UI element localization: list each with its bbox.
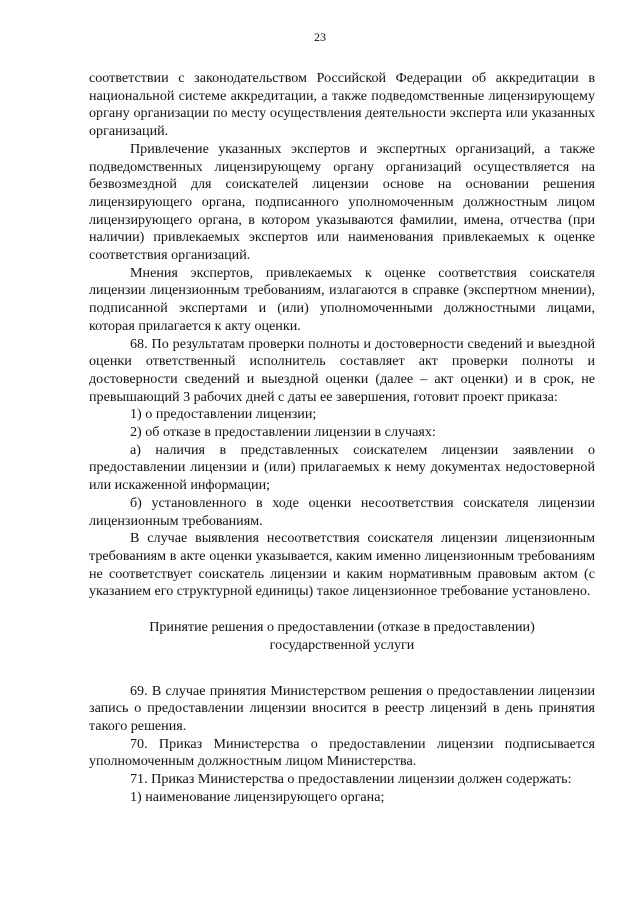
list-item-authority-name: 1) наименование лицензирующего органа;	[130, 788, 385, 805]
list-item-refuse-license: 2) об отказе в предоставлении лицензии в случаях:	[130, 424, 436, 441]
paragraph-69: 69. В случае принятия Министерством решения о предоставлении лицензии запись о предоставлении лицензии вносится в реестр лицензий в день принятия такого решения.	[89, 682, 595, 734]
list-subitem-a: а) наличия в представленных соискателем лицензии заявлении о предоставлении лицензии и (или) прилагаемых к нему документах недостоверной или искаженной информации;	[89, 441, 595, 494]
page-number: 23	[314, 30, 326, 44]
paragraph-68: 68. По результатам проверки полноты и достоверности сведений и выездной оценки ответственный исполнитель составляет акт проверки полноты и достоверности сведений и выездной оценки (далее – акт оценки) и в срок, не превышающий 3 рабочих дней с даты ее завершения, готовит проект приказа:	[89, 335, 595, 405]
section-heading: Принятие решения о предоставлении (отказе в предоставлении) государственной услуги	[149, 619, 535, 653]
paragraph-70: 70. Приказ Министерства о предоставлении лицензии подписывается уполномоченным должностным лицом Министерства.	[89, 735, 595, 770]
paragraph-expert-opinions: Мнения экспертов, привлекаемых к оценке соответствия соискателя лицензии лицензионным требованиям, излагаются в справке (экспертном мнении), подписанной экспертами и (или) уполномоченными должностными лицами, которая прилагается к акту оценки.	[89, 264, 595, 334]
list-subitem-b: б) установленного в ходе оценки несоответствия соискателя лицензии лицензионным требованиям.	[89, 494, 595, 529]
document-body	[89, 70, 595, 806]
paragraph-noncompliance: В случае выявления несоответствия соискателя лицензии лицензионным требованиям в акте оценки указывается, каким именно лицензионным требованиям не соответствует соискатель лицензии и каким нормативным правовым актом (с указанием его структурной единицы) такое лицензионное требование установлено.	[89, 530, 595, 600]
paragraph-continuation: соответствии с законодательством Российской Федерации об аккредитации в национальной системе аккредитации, а также подведомственные лицензирующему органу организации по месту осуществления деятельности эксперта или указанных организаций.	[89, 70, 595, 140]
list-item-grant-license: 1) о предоставлении лицензии;	[130, 406, 317, 423]
paragraph-experts-involvement: Привлечение указанных экспертов и экспертных организаций, а также подведомственных лицензирующему органу организаций осуществляется на безвозмездной для соискателей лицензии основе на основании решения лицензирующего органа, подписанного уполномоченным должностным лицом лицензирующего органа, в котором указываются фамилии, имена, отчества (при наличии) привлекаемых экспертов или наименования привлекаемых к оценке соответствия организаций.	[89, 140, 595, 264]
paragraph-71: 71. Приказ Министерства о предоставлении лицензии должен содержать:	[130, 771, 572, 788]
